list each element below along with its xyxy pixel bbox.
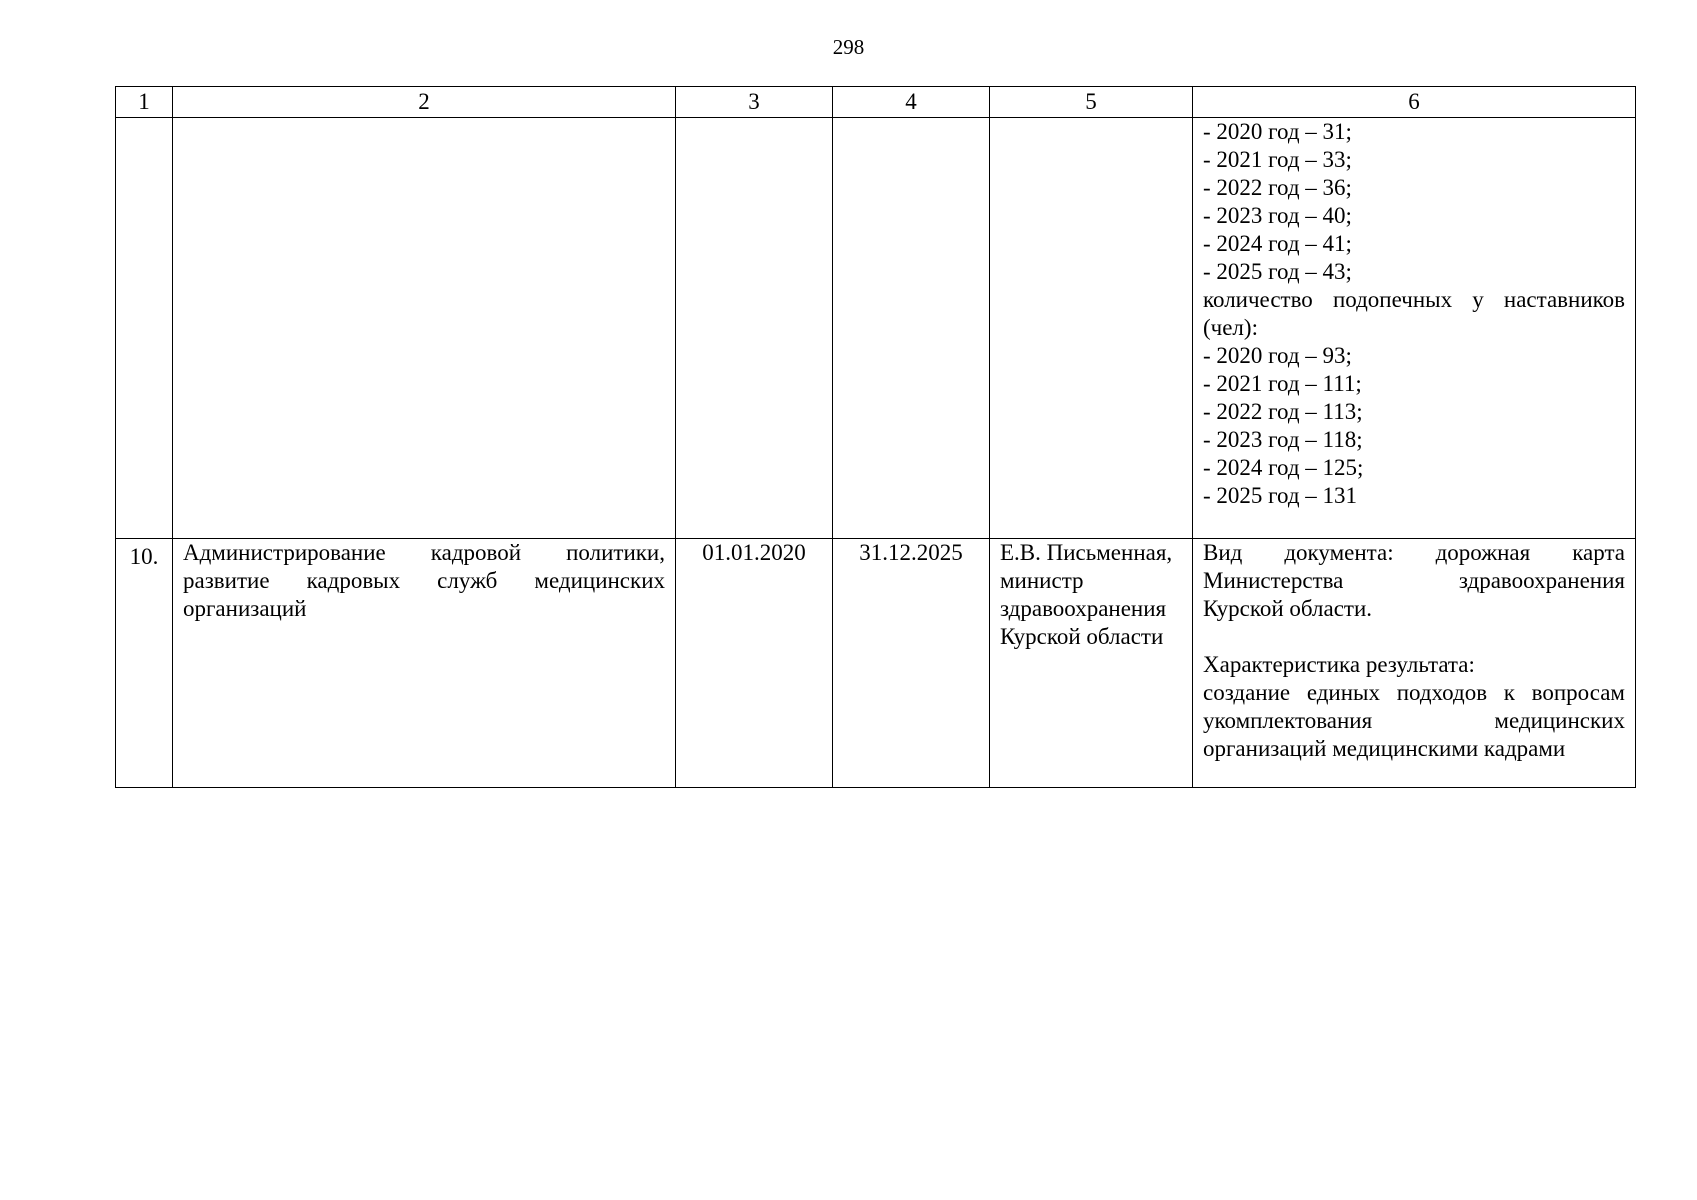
result-title: Характеристика результата: [1203,652,1475,677]
column-header-1: 1 [116,87,173,118]
document-table [115,86,1636,788]
cell-empty [173,118,676,539]
event-name-line: развитие кадровых служб медицинских [183,568,665,593]
indicator-line: - 2025 год – 131 [1203,483,1358,508]
cell-responsible [990,539,1193,788]
result-line: организаций медицинскими кадрами [1203,736,1566,761]
indicator-line: - 2020 год – 93; [1203,343,1352,368]
indicator-line: - 2021 год – 111; [1203,371,1362,396]
indicator-line: - 2024 год – 125; [1203,455,1364,480]
column-header-4: 4 [833,87,990,118]
indicator-line: - 2020 год – 31; [1203,119,1352,144]
row-number: 10. [116,539,173,788]
cell-result [1193,539,1636,788]
result-line: создание единых подходов к вопросам [1203,680,1625,705]
cell-start-date: 01.01.2020 [676,539,833,788]
column-header-6: 6 [1193,87,1636,118]
indicator-line: - 2021 год – 33; [1203,147,1352,172]
cell-empty [990,118,1193,539]
event-name-line: Администрирование кадровой политики, [183,540,665,565]
document-type-line: Курской области. [1203,596,1373,621]
result-line: укомплектования медицинских [1203,708,1625,733]
table-header-row [116,87,1636,118]
responsible-line: Курской области [1000,624,1164,649]
responsible-line: Е.В. Письменная, [1000,540,1173,565]
document-type-line: Вид документа: дорожная карта [1203,540,1625,565]
indicator-line: - 2022 год – 113; [1203,399,1363,424]
table-row-continuation [116,118,1636,539]
cell-empty [116,118,173,539]
page-number: 298 [832,35,865,59]
table-row-10 [116,539,1636,788]
spacer [1203,623,1625,651]
document-type-line: Министерства здравоохранения [1203,568,1625,593]
indicator-line: - 2023 год – 118; [1203,427,1363,452]
column-header-5: 5 [990,87,1193,118]
indicator-line: - 2023 год – 40; [1203,203,1352,228]
indicator-line: - 2024 год – 41; [1203,231,1352,256]
indicator-line: - 2022 год – 36; [1203,175,1352,200]
mentor-indicator-unit: (чел): [1203,315,1258,340]
cell-empty [833,118,990,539]
event-name-line: организаций [183,596,307,621]
mentor-indicator-title: количество подопечных у наставников [1203,287,1625,312]
column-header-3: 3 [676,87,833,118]
column-header-2: 2 [173,87,676,118]
cell-event-name [173,539,676,788]
responsible-line: министр [1000,568,1084,593]
cell-end-date: 31.12.2025 [833,539,990,788]
indicator-line: - 2025 год – 43; [1203,259,1352,284]
cell-empty [676,118,833,539]
cell-indicators [1193,118,1636,539]
responsible-line: здравоохранения [1000,596,1167,621]
